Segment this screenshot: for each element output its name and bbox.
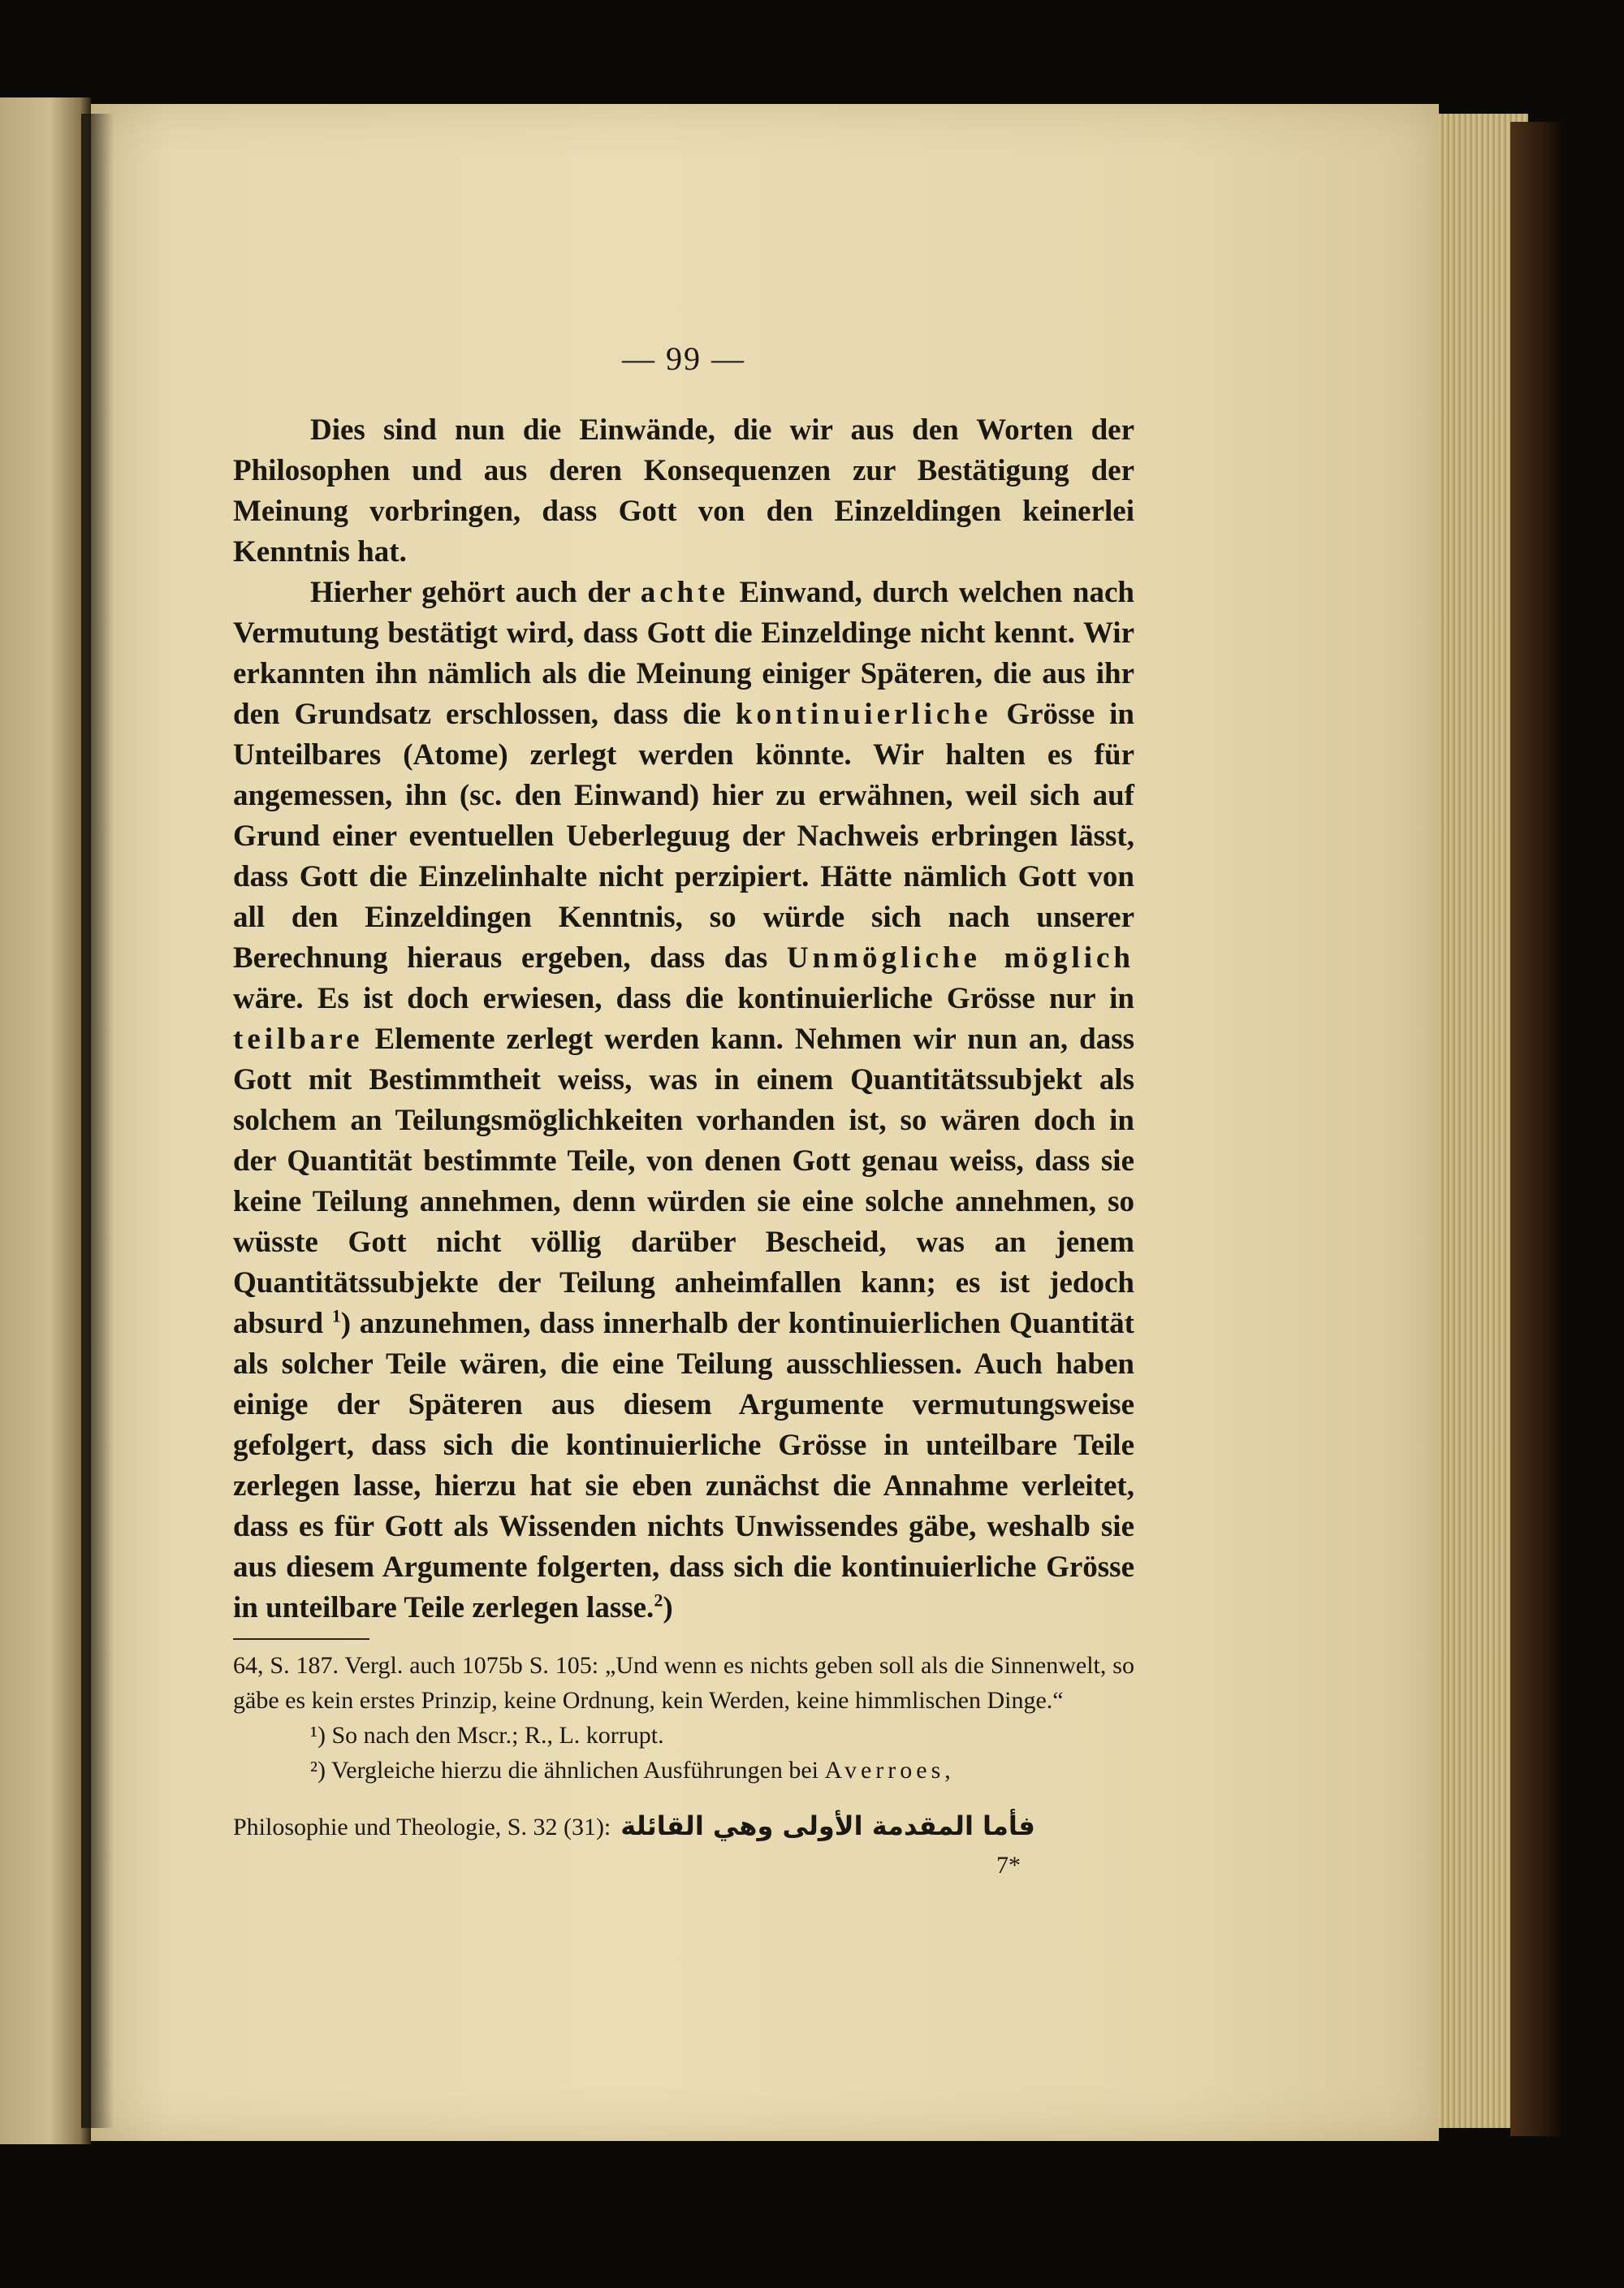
footnote-ref-1: 1 [331,1305,341,1326]
cover-edge [1510,122,1561,2136]
footnotes [233,1648,1134,1883]
page-number: — 99 — [622,340,745,377]
paragraph-2-text-k: ) [663,1591,673,1624]
signature-mark: 7* [996,1852,1021,1879]
paragraph-2-text-i: Elemente zerlegt werden kann. Nehmen wir nun an, dass Gott mit Bestimmtheit weiss, was in einem Quantitätssubjekt als solchem an Teilungsmöglichkeiten vorhanden ist, so wären doch in der Quantität bestimmte Teile, von denen Gott genau weiss, dass sie keine Teilung annehmen, denn würden sie eine solche annehmen, so wüsste Gott nicht völlig darüber Bescheid, was an jenem Quantitätssubjekte der Teilung anheimfallen kann; es ist jedoch absurd [233,1023,1134,1340]
footnote-ref-2: 2 [654,1589,663,1611]
emphasis-unmoegliche-moeglich: Unmögliche möglich [786,941,1135,975]
paragraph-2-text-a: Hierher gehört auch der [310,576,641,609]
emphasis-achte: achte [640,576,729,609]
paragraph-2 [233,573,1134,1628]
footnote-2-text-a: ²) Vergleiche hierzu die ähnlichen Ausführungen bei [310,1757,825,1784]
footnote-rule [233,1638,369,1640]
page-content [233,340,1134,1883]
left-page-edge [0,97,91,2144]
paragraph-2-text-j: ) anzunehmen, dass innerhalb der kontinuierlichen Quantität als solcher Teile wären, die eine Teilung ausschliessen. Auch haben einige der Späteren aus diesem Argumente vermutungsweise gefolgert, dass sich die kontinuierliche Grösse in unteilbare Teile zerlegen lasse, hierzu hat sie eben zunächst die Annahme verleitet, dass es für Gott als Wissenden nichts Unwissendes gäbe, weshalb sie aus diesem Argumente folgerten, dass sich die kontinuierliche Grösse in unteilbare Teile zerlegen lasse. [233,1307,1135,1624]
paragraph-2-text-e: Grösse in Unteilbares (Atome) zerlegt werden könnte. Wir halten es für angemessen, ihn (sc. den Einwand) hier zu erwähnen, weil sich auf Grund einer eventuellen Ueberleguug der Nachweis erbringen lässt, dass Gott die Einzelinhalte nicht perzipiert. Hätte nämlich Gott von all den Einzeldingen Kenntnis, so würde sich nach unserer Berechnung hieraus ergeben, dass das [233,698,1135,975]
arabic-quote: فأما المقدمة الأولى وهي القائلة [620,1810,1035,1841]
footnote-continuation: 64, S. 187. Vergl. auch 1075b S. 105: „Und wenn es nichts geben soll als die Sinnenwelt, so gäbe es kein erstes Prinzip, keine Ordnung, kein Werden, keine himmlischen Dinge.“ [233,1652,1134,1714]
footnote-2-author: Averroes, [824,1757,955,1784]
footnote-1: ¹) So nach den Mscr.; R., L. korrupt. [310,1722,664,1749]
paragraph-2-text-c: Einwand, durch welchen nach Vermutung bestätigt wird, dass Gott die Einzeldinge nicht kennt. Wir erkannten ihn nämlich als die Meinung einiger Späteren, die aus ihr den Grundsatz erschlossen, dass die [233,576,1134,731]
emphasis-teilbare: teilbare [233,1023,364,1056]
paragraph-1: Dies sind nun die Einwände, die wir aus den Worten der Philosophen und aus deren Konsequenzen zur Bestätigung der Meinung vorbringen, dass Gott von den Einzeldingen keinerlei Kenntnis hat. [233,413,1134,569]
body-text [233,410,1134,1628]
emphasis-kontinuierliche: kontinuierliche [735,698,992,731]
footnote-2-text-c: Philosophie und Theologie, S. 32 (31): [233,1814,611,1840]
paragraph-2-text-g: wäre. Es ist doch erwiesen, dass die kontinuierliche Grösse nur in [233,982,1134,1015]
footnote-2-continuation [233,1809,1134,1845]
gutter-shadow [81,114,114,2128]
footnote-2 [233,1753,1134,1788]
